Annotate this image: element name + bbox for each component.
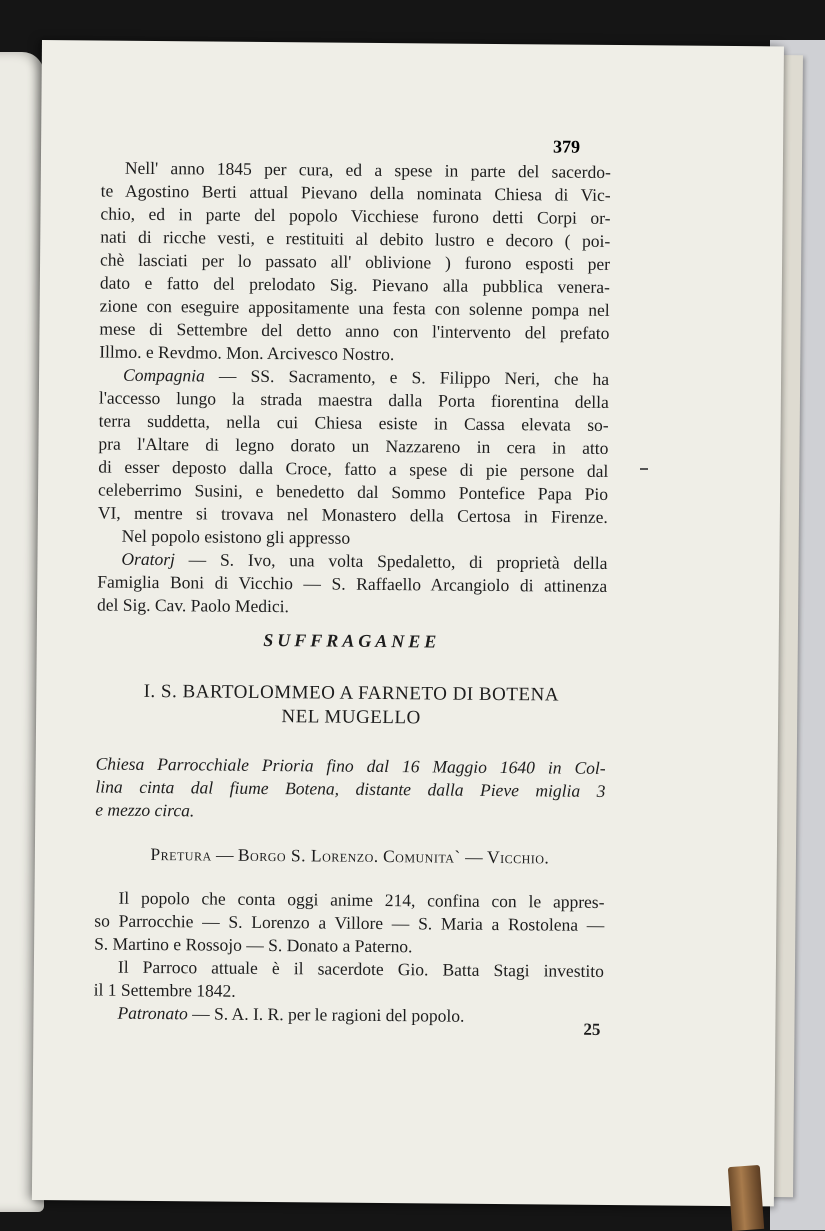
patronato-line xyxy=(93,1001,603,1027)
bookmark-tab xyxy=(728,1165,764,1231)
compagnia-text: — SS. Sacramento, e S. Filippo Neri, che ha xyxy=(204,365,610,389)
signature-number: 25 xyxy=(583,1019,601,1039)
text-line: l'accesso lungo la strada maestra dalla Porta fiorentina della xyxy=(98,387,609,412)
stray-mark xyxy=(640,468,648,470)
text-line: S. Martino e Rossojo — S. Donato a Paterno. xyxy=(94,933,413,957)
chiesa-line: lina cinta dal fiume Botena, distante dalla Pieve miglia 3 xyxy=(95,776,606,801)
text-line: mese di Settembre del detto anno con l'intervento del prefato xyxy=(99,318,610,343)
comunita-value: Vicchio. xyxy=(486,846,550,868)
text-line: dato e fatto del prelodato Sig. Pievano alla pubblica venera- xyxy=(99,272,610,297)
text-line: terra suddetta, nella cui Chiesa esiste in Cassa elevata so- xyxy=(98,410,609,435)
patronato-text: — S. A. I. R. per le ragioni del popolo. xyxy=(187,1003,465,1026)
text-line: so Parrocchie — S. Lorenzo a Villore — S. Maria a Rostolena — xyxy=(94,910,605,935)
text-line: il 1 Settembre 1842. xyxy=(93,979,236,1001)
oratorj-text: — S. Ivo, una volta Spedaletto, di proprietà della xyxy=(174,549,608,573)
section-title: SUFFRAGANEE xyxy=(263,629,441,652)
page-number: 379 xyxy=(553,136,581,157)
oratorj-line xyxy=(97,548,607,574)
text-line: del Sig. Cav. Paolo Medici. xyxy=(96,594,289,617)
text-line: VI, mentre si trovava nel Monastero della Certosa in Firenze. xyxy=(97,502,608,527)
text-line: pra l'Altare di legno dorato un Nazzareno in cera in atto xyxy=(98,433,609,458)
text-line: nati di ricche vesti, e restituiti al debito lustro e decoro ( poi- xyxy=(100,226,611,251)
text-line: celeberrimo Susini, e benedetto dal Sommo Pontefice Papa Pio xyxy=(97,479,609,504)
compagnia-line xyxy=(99,364,609,390)
text-line: chio, ed in parte del popolo Vicchiese furono detti Corpi or- xyxy=(100,203,611,228)
text-line: Famiglia Boni di Vicchio — S. Raffaello Arcangiolo di attinenza xyxy=(97,571,608,596)
pretura-line: Pretura — Borgo S. Lorenzo. Comunita` — Vicchio. xyxy=(150,843,550,868)
text-line: Nell' anno 1845 per cura, ed a spese in parte del sacerdo- xyxy=(124,157,611,182)
text-line: Illmo. e Revdmo. Mon. Arcivesco Nostro. xyxy=(99,341,395,365)
text-line: te Agostino Berti attual Pievano della nominata Chiesa di Vic- xyxy=(100,180,611,205)
text-line: Nel popolo esistono gli appresso xyxy=(121,525,351,548)
comunita-label: Comunita` xyxy=(382,846,461,867)
patronato-label: Patronato xyxy=(117,1002,188,1024)
text-line: Il popolo che conta oggi anime 214, confina con le appres- xyxy=(118,887,605,912)
compagnia-label: Compagnia xyxy=(122,364,205,386)
text-line: Il Parroco attuale è il sacerdote Gio. Batta Stagi investito xyxy=(117,956,604,981)
chiesa-line: e mezzo circa. xyxy=(95,799,195,821)
parish-heading-line: NEL MUGELLO xyxy=(281,706,421,729)
book-page xyxy=(32,40,784,1206)
parish-heading-line: I. S. BARTOLOMMEO A FARNETO DI BOTENA xyxy=(143,680,560,706)
pretura-label: Pretura xyxy=(150,843,212,865)
text-line: chè lasciati per lo passato all' oblivione ) furono esposti per xyxy=(99,249,611,274)
pretura-value: Borgo S. Lorenzo. xyxy=(237,844,379,866)
text-line: zione con eseguire appositamente una festa con solenne pompa nel xyxy=(99,295,610,320)
text-line: di esser deposto dalla Croce, fatto a spese di pie persone dal xyxy=(98,456,609,481)
chiesa-line: Chiesa Parrocchiale Prioria fino dal 16 Maggio 1640 in Col- xyxy=(95,753,606,778)
oratorj-label: Oratorj xyxy=(121,548,176,570)
